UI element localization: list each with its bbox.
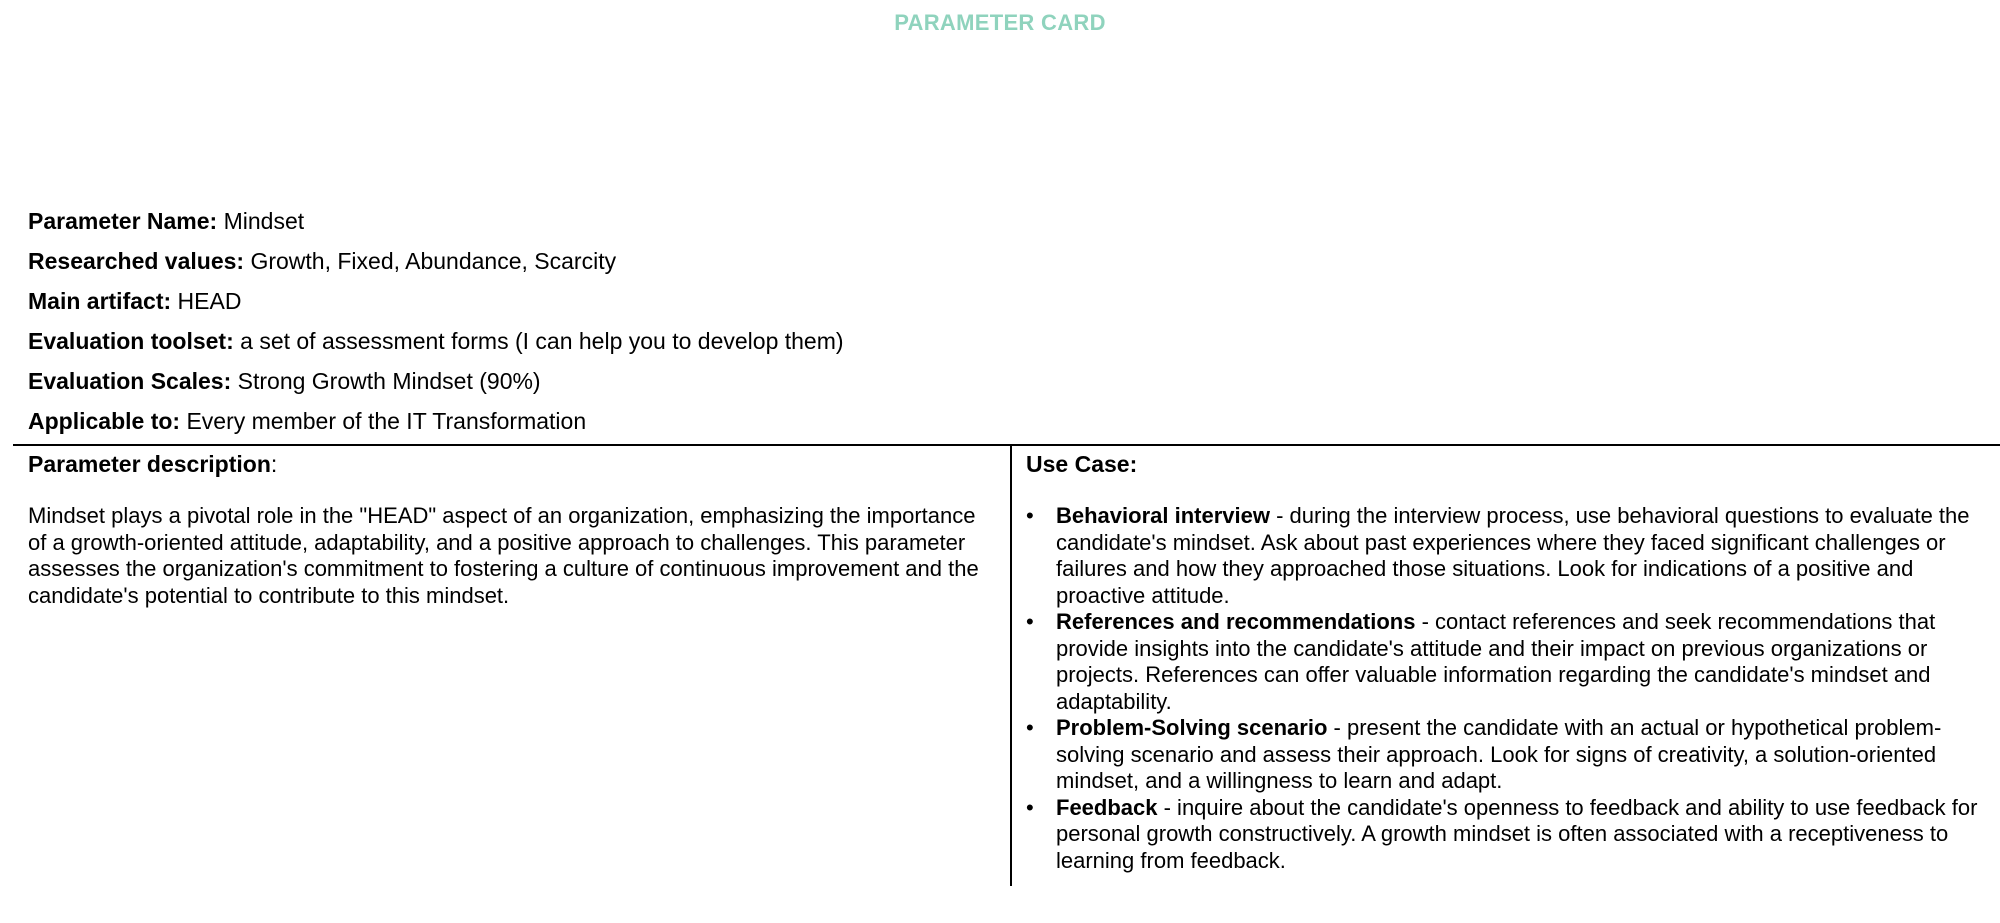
field-researched-values bbox=[28, 247, 1968, 287]
use-case-item-text: - contact references and seek recommendations that provide insights into the candidate's attitude and their impact on previous organizations or projects. References can offer valuable information regarding the candidate's mindset and adaptability. bbox=[1056, 609, 1936, 714]
use-case-heading-label: Use Case: bbox=[1026, 451, 1138, 477]
description-heading-colon: : bbox=[270, 451, 278, 477]
field-parameter-name bbox=[28, 207, 1968, 247]
field-key: Applicable to: bbox=[28, 408, 181, 434]
use-case-item-problem-solving bbox=[1026, 715, 1996, 795]
field-value: Every member of the IT Transformation bbox=[186, 408, 587, 434]
field-key: Main artifact: bbox=[28, 288, 172, 314]
parameter-fields bbox=[28, 207, 1968, 447]
use-case-item-behavioral-interview bbox=[1026, 503, 1996, 609]
field-evaluation-toolset bbox=[28, 327, 1968, 367]
vertical-divider bbox=[1010, 444, 1012, 886]
horizontal-divider bbox=[13, 444, 2000, 446]
field-key: Researched values: bbox=[28, 248, 245, 274]
use-case-item-text: - present the candidate with an actual or hypothetical problem-solving scenario and assess their approach. Look for signs of creativity, a solution-oriented mindset, and a willingness to learn and adapt. bbox=[1056, 715, 1942, 793]
field-evaluation-scales bbox=[28, 367, 1968, 407]
description-heading bbox=[28, 450, 988, 478]
use-case-item-title: References and recommendations bbox=[1056, 609, 1416, 634]
field-key: Parameter Name: bbox=[28, 208, 218, 234]
use-case-heading bbox=[1026, 450, 1996, 478]
page-title: PARAMETER CARD bbox=[894, 10, 1106, 35]
field-value: a set of assessment forms (I can help you to develop them) bbox=[240, 328, 844, 354]
use-case-item-text: - during the interview process, use behavioral questions to evaluate the candidate's mindset. Ask about past experiences where they faced significant challenges or failures and how they approached those situations. Look for indications of a positive and proactive attitude. bbox=[1056, 503, 1970, 608]
use-case-item-title: Behavioral interview bbox=[1056, 503, 1270, 528]
bullet-icon: • bbox=[1026, 794, 1034, 820]
field-value: Growth, Fixed, Abundance, Scarcity bbox=[250, 248, 617, 274]
use-case-item-feedback bbox=[1026, 795, 1996, 875]
use-case-item-title: Problem-Solving scenario bbox=[1056, 715, 1328, 740]
description-heading-label: Parameter description bbox=[28, 451, 271, 477]
description-text: Mindset plays a pivotal role in the "HEAD" aspect of an organization, emphasizing the importance of a growth-oriented attitude, adaptability, and a positive approach to challenges. This parameter assesses the organization's commitment to fostering a culture of continuous improvement and the candidate's potential to contribute to this mindset. bbox=[28, 503, 979, 608]
use-case-item-text: - inquire about the candidate's openness to feedback and ability to use feedback for personal growth constructively. A growth mindset is often associated with a receptiveness to learning from feedback. bbox=[1056, 794, 1978, 873]
field-key: Evaluation Scales: bbox=[28, 368, 232, 394]
field-value: Strong Growth Mindset (90%) bbox=[237, 368, 541, 394]
use-case-item-title: Feedback bbox=[1056, 794, 1158, 820]
bullet-icon: • bbox=[1026, 715, 1034, 740]
use-case-item-references bbox=[1026, 609, 1996, 715]
field-main-artifact bbox=[28, 287, 1968, 327]
bullet-icon: • bbox=[1026, 503, 1034, 528]
bullet-icon: • bbox=[1026, 609, 1034, 634]
field-applicable-to bbox=[28, 407, 1968, 447]
field-key: Evaluation toolset: bbox=[28, 328, 234, 354]
use-case-column bbox=[1026, 450, 1996, 874]
use-case-list bbox=[1026, 503, 1996, 874]
description-column bbox=[28, 450, 988, 609]
field-value: HEAD bbox=[177, 288, 242, 314]
field-value: Mindset bbox=[223, 208, 305, 234]
